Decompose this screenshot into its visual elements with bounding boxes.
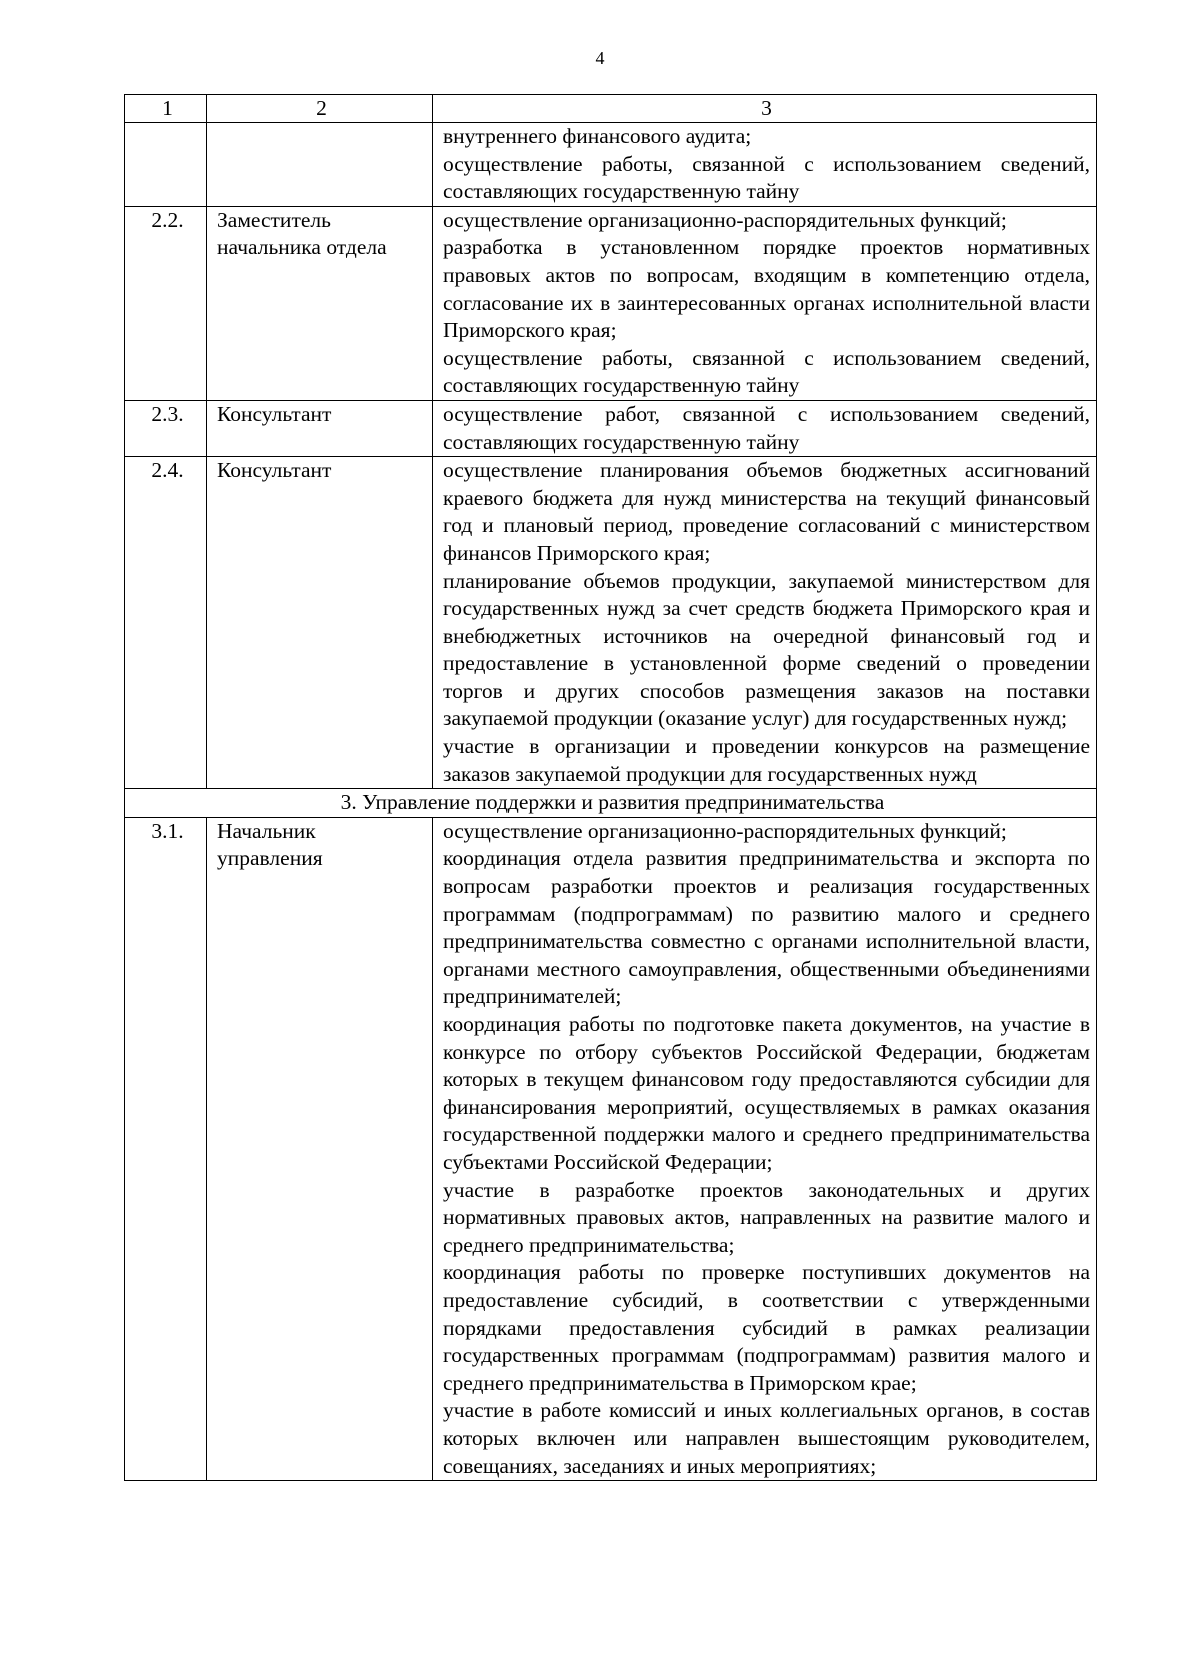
row-number: 2.3.: [125, 400, 207, 456]
position-title: Начальник управления: [207, 817, 433, 1480]
function-item: координация работы по подготовке пакета документов, на участие в конкурсе по отбору субъектов Российской Федерации, бюджетам которых в текущем финансовом году предоставляются субсидии для финансирования мероприятий, осуществляемых в рамках оказания государственной поддержки малого и среднего предпринимательства субъектами Российской Федерации;: [443, 1012, 1090, 1174]
row-number: 2.4.: [125, 457, 207, 789]
function-item: участие в разработке проектов законодательных и других нормативных правовых актов, направленных на развитие малого и среднего предпринимательства;: [443, 1177, 1090, 1257]
table-row: [125, 457, 1097, 789]
function-item: участие в работе комиссий и иных коллегиальных органов, в состав которых включен или направлен вышестоящим руководителем, совещаниях, заседаниях и иных мероприятиях;: [443, 1398, 1090, 1478]
table-row: [125, 123, 1097, 207]
table-row: [125, 400, 1097, 456]
function-item: разработка в установленном порядке проектов нормативных правовых актов по вопросам, входящим в компетенцию отдела, согласование их в заинтересованных органах исполнительной власти Приморского края;: [443, 235, 1090, 343]
page-number: 4: [595, 48, 605, 68]
function-item: осуществление организационно-распорядительных функций;: [443, 207, 1007, 232]
table-row: [125, 817, 1097, 1480]
position-title: [207, 123, 433, 207]
position-title: Консультант: [207, 457, 433, 789]
function-item: координация работы по проверке поступивших документов на предоставление субсидий, в соответствии с утвержденными порядками предоставления субсидий в рамках реализации государственных программам (подпрограммам) развития малого и среднего предпринимательства в Приморском крае;: [443, 1260, 1090, 1395]
functions-cell: [433, 400, 1097, 456]
column-header-2: 2: [207, 95, 433, 123]
function-item: осуществление работы, связанной с использованием сведений, составляющих государственную тайну: [443, 345, 1090, 398]
staff-functions-table: [124, 94, 1097, 1481]
function-item: планирование объемов продукции, закупаемой министерством для государственных нужд за счет средств бюджета Приморского края и внебюджетных источников на очередной финансовый год и предоставление в установленной форме сведений о проведении торгов и других способов размещения заказов на поставки закупаемой продукции (оказание услуг) для государственных нужд;: [443, 568, 1090, 731]
functions-cell: [433, 457, 1097, 789]
functions-cell: [433, 206, 1097, 400]
column-header-1: 1: [125, 95, 207, 123]
column-header-3: 3: [433, 95, 1097, 123]
position-title: Заместитель начальника отдела: [207, 206, 433, 400]
section-heading-row: [125, 789, 1097, 818]
section-title: 3. Управление поддержки и развития предпринимательства: [125, 789, 1097, 818]
function-item: осуществление работы, связанной с использованием сведений, составляющих государственную тайну: [443, 151, 1090, 204]
functions-cell: [433, 123, 1097, 207]
function-item: участие в организации и проведении конкурсов на размещение заказов закупаемой продукции для государственных нужд: [443, 734, 1090, 786]
table-row: [125, 206, 1097, 400]
table-header-row: [125, 95, 1097, 123]
functions-cell: [433, 817, 1097, 1480]
row-number: [125, 123, 207, 207]
function-item: осуществление работ, связанной с использованием сведений, составляющих государственную тайну: [443, 401, 1090, 454]
function-item: координация отдела развития предпринимательства и экспорта по вопросам разработки проектов и реализация государственных программам (подпрограммам) по развитию малого и среднего предпринимательства совместно с органами исполнительной власти, органами местного самоуправления, общественными объединениями предпринимателей;: [443, 846, 1090, 1009]
row-number: 3.1.: [125, 817, 207, 1480]
function-item: внутреннего финансового аудита;: [443, 124, 752, 148]
function-item: осуществление организационно-распорядительных функций;: [443, 818, 1007, 843]
function-item: осуществление планирования объемов бюджетных ассигнований краевого бюджета для нужд министерства на текущий финансовый год и плановый период, проведение согласований с министерством финансов Приморского края;: [443, 458, 1090, 565]
position-title: Консультант: [207, 400, 433, 456]
row-number: 2.2.: [125, 206, 207, 400]
